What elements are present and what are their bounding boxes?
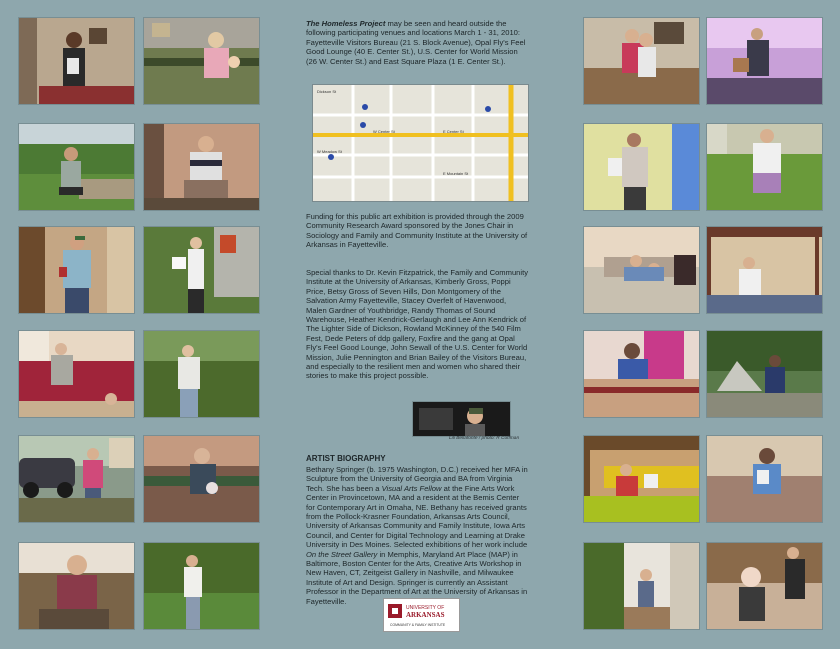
photo-right-10 [707, 436, 822, 522]
bio-part-1: Bethany Springer (b. 1975 Washington, D.C.) received her MFA in Sculpture from the University of Georgia and BA from Virginia Tech. She has been a [306, 465, 528, 493]
photo-right-2 [707, 18, 822, 104]
map-label-e-center: E Center St [443, 129, 464, 134]
photo-left-11 [19, 543, 134, 629]
photo-left-10 [144, 436, 259, 522]
project-title: The Homeless Project [306, 19, 386, 28]
bio-paragraph [306, 465, 528, 606]
funding-text: Funding for this public art exhibition is provided through the 2009 Community Research Award sponsored by the Jones Chair in Sociology and Family and Community Institute at the University of Arkansas in Fayetteville. [306, 212, 528, 250]
photo-left-1 [19, 18, 134, 104]
photo-right-5 [584, 227, 699, 313]
thanks-text: Special thanks to Dr. Kevin Fitzpatrick, the Family and Community Institute at the University of Arkansas, Kimberly Gross, Poppi Price, Betsy Gross of Seven Hills, Don Montgomery of the Salvation Army Fayetteville, Stacey Overfelt of Havenwood, Malen Gardner of Youthbridge, Randy Thomas of Sound Warehouse, Heather Kendrick-Gerlaugh and Lee Ann Kendrick of The Lighter Side of Dickson, Rowland McKinney of the 540 Film Fest, Dede Peters of ddp gallery, Foxfire and the gang at Opal Fly's Feel Good Lounge, John Sewall of the U.S. Center for World Mission, Julie Pennington and Brian Bailey of the Visitors Bureau, and especially to the resilient men and women who shared their stories to make this project possible. [306, 268, 528, 381]
map-label-dickson: Dickson St [317, 89, 337, 94]
photo-right-8 [707, 331, 822, 417]
venue-map [312, 84, 529, 202]
bio-emphasis-2: On the Street Gallery [306, 549, 378, 559]
bio-part-3: in Memphis, Maryland Art Place (MAP) in Baltimore, Boston Center for the Arts, Creative Arts Workshop in New Haven, CT, Zeitgeist Gallery in Nashville, and Milwaukee Institute of Art and Design. Springer is currently an Assistant Professor in the Department of Art at the University of Arkansas in Fayetteville. [306, 549, 528, 606]
logo-line-3: COMMUNITY & FAMILY INSTITUTE [390, 623, 446, 627]
photo-right-4 [707, 124, 822, 210]
photo-left-8 [144, 331, 259, 417]
intro-text: may be seen and heard outside the following participating venues and locations March 1 - 31, 2010: Fayetteville Visitors Bureau (21 S. Block Avenue), Opal Fly's Feel Good Lounge (40 E. Center St.), U.S. Center for World Mission (26 W. Center St.) and East Square Plaza (1 E. Center St.). [306, 19, 526, 66]
photo-left-4 [144, 124, 259, 210]
map-label-meadow: W Meadow St [317, 149, 342, 154]
bio-part-2: at the Fine Arts Work Center in Provincetown, MA and a resident at the Bemis Center for Contemporary Art in Omaha, NE. Bethany has received grants from the Pollock-Krasner Foundation, Arkansas Arts Council, University of Arkansas Community and Family Institute, Iowa Arts Council, and Center for Digital Technology and Learning at Drake University in Des Moines. Selected exhibitions of her work include [306, 483, 528, 550]
university-logo [383, 598, 460, 632]
photo-left-12 [144, 543, 259, 629]
photo-right-9 [584, 436, 699, 522]
thanks-paragraph [306, 268, 528, 381]
logo-line-2: ARKANSAS [406, 611, 445, 619]
photo-right-12 [707, 543, 822, 629]
logo-line-1: UNIVERSITY OF [406, 605, 445, 611]
photo-left-3 [19, 124, 134, 210]
photo-right-7 [584, 331, 699, 417]
photo-left-9 [19, 436, 134, 522]
bio-emphasis-1: Visual Arts Fellow [381, 483, 442, 493]
photo-left-6 [144, 227, 259, 313]
photo-right-11 [584, 543, 699, 629]
photo-left-2 [144, 18, 259, 104]
photo-right-6 [707, 227, 822, 313]
photo-right-3 [584, 124, 699, 210]
funding-paragraph [306, 212, 528, 250]
map-label-mountain: E Mountain St [443, 171, 469, 176]
artist-photo-caption: Lili Beliafonte / photo: R Coffman [449, 436, 520, 441]
photo-left-5 [19, 227, 134, 313]
artist-photo [413, 402, 510, 436]
bio-heading: ARTIST BIOGRAPHY [306, 454, 386, 463]
photo-right-1 [584, 18, 699, 104]
map-label-w-center: W Center St [373, 129, 395, 134]
intro-paragraph [306, 19, 526, 66]
photo-left-7 [19, 331, 134, 417]
